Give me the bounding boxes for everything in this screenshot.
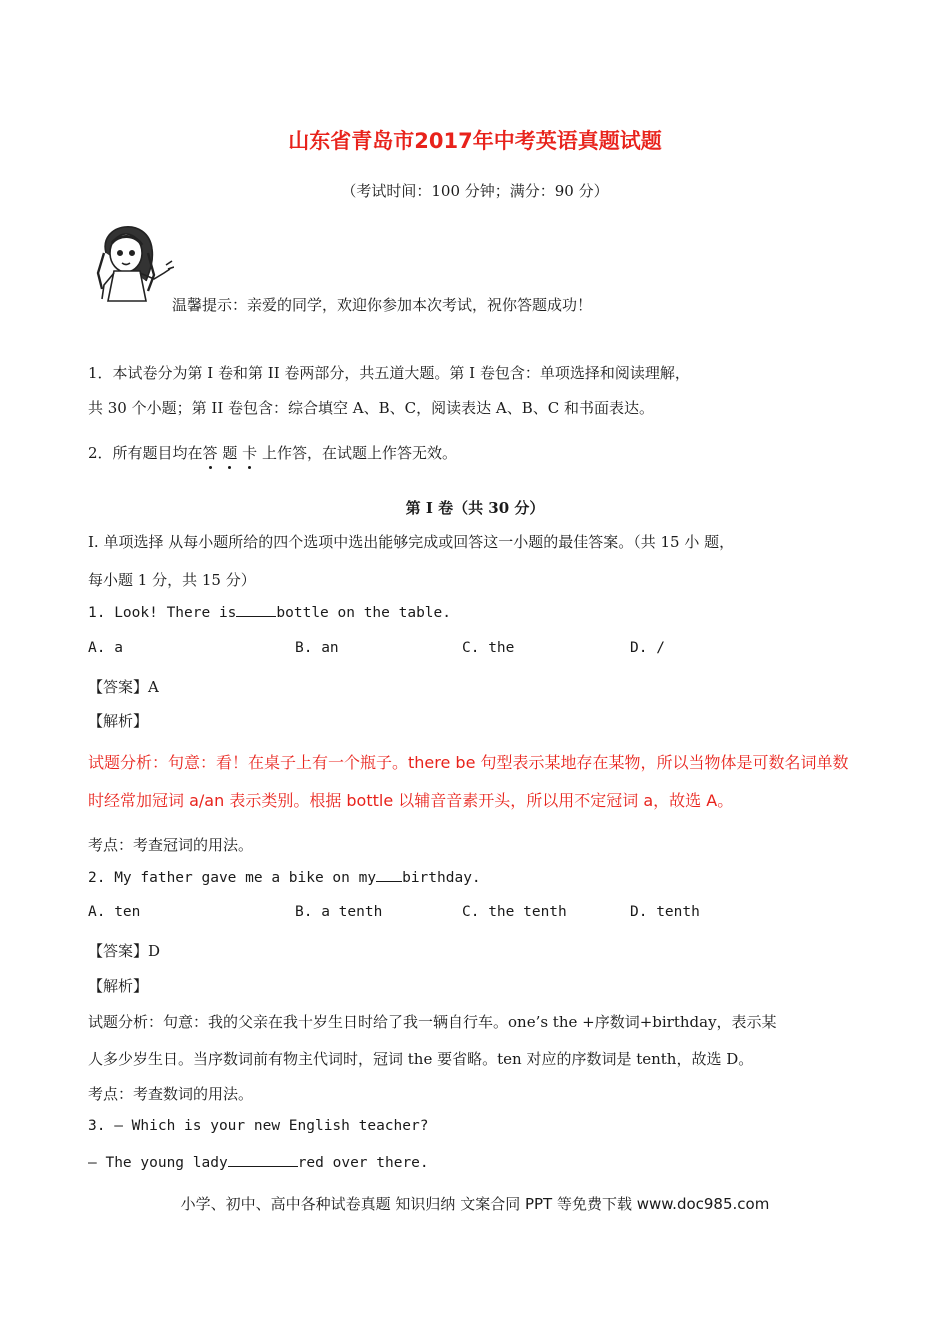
q2-option-b: B. a tenth xyxy=(295,904,383,920)
stem-pre: 2. My father gave me a bike on my xyxy=(88,870,377,886)
answer-blank xyxy=(376,869,402,882)
q2-answer: 【答案】D xyxy=(88,942,161,960)
q1-analysis-line-2: 时经常加冠词 a/an 表示类别。根据 bottle 以辅音音素开头，所以用不定冠词 a，故选 A。 xyxy=(88,791,734,810)
answer-blank xyxy=(236,604,276,617)
instructions-line-1: I. 单项选择 从每小题所给的四个选项中选出能够完成或回答这一小题的最佳答案。（共 15 小 题， xyxy=(88,533,735,551)
q2-option-a: A. ten xyxy=(88,904,141,920)
question-1-stem xyxy=(88,604,451,621)
q2-option-c: C. the tenth xyxy=(462,904,567,920)
q2-analysis-line-1: 试题分析：句意：我的父亲在我十岁生日时给了我一辆自行车。one’s the +序数词+birthday，表示某 xyxy=(88,1013,777,1031)
tip-text: 温馨提示：亲爱的同学，欢迎你参加本次考试，祝你答题成功！ xyxy=(172,296,593,314)
emphasis-char: 答 xyxy=(202,444,218,462)
section-title: 第 I 卷（共 30 分） xyxy=(405,499,545,517)
stem-post: birthday. xyxy=(402,870,481,886)
q1-analysis-label: 【解析】 xyxy=(88,712,149,730)
note-line-1: 1．本试卷分为第 I 卷和第 II 卷两部分，共五道大题。第 I 卷包含：单项选择和阅读理解， xyxy=(88,364,690,382)
answer-blank xyxy=(228,1154,298,1167)
note3-post: 上作答，在试题上作答无效。 xyxy=(261,444,457,462)
question-2-stem xyxy=(88,869,481,886)
exam-info: （考试时间：100 分钟；满分：90 分） xyxy=(341,182,609,200)
q1-point: 考点：考查冠词的用法。 xyxy=(88,836,254,854)
stem-pre: 1. Look! There is xyxy=(88,605,237,621)
q2-analysis-label: 【解析】 xyxy=(88,977,149,995)
q1-analysis-line-1: 试题分析：句意：看！在桌子上有一个瓶子。there be 句型表示某地存在某物，所以当物体是可数名词单数 xyxy=(88,753,849,772)
stem-post: red over there. xyxy=(297,1155,429,1171)
note-line-3 xyxy=(88,442,457,463)
q2-point: 考点：考查数词的用法。 xyxy=(88,1085,254,1103)
cartoon-girl-illustration xyxy=(88,213,174,305)
page-footer: 小学、初中、高中各种试卷真题 知识归纳 文案合同 PPT 等免费下载 www.doc985.com xyxy=(180,1195,770,1213)
emphasis-char: 题 xyxy=(222,444,238,462)
stem-pre: — The young lady xyxy=(88,1155,228,1171)
note3-pre: 2．所有题目均在 xyxy=(88,444,203,462)
q1-answer: 【答案】A xyxy=(88,678,159,696)
q1-option-b: B. an xyxy=(295,640,339,656)
note-line-2: 共 30 个小题；第 II 卷包含：综合填空 A、B、C，阅读表达 A、B、C 和书面表达。 xyxy=(88,399,654,417)
q2-analysis-line-2: 人多少岁生日。当序数词前有物主代词时，冠词 the 要省略。ten 对应的序数词是 tenth，故选 D。 xyxy=(88,1050,754,1068)
stem-post: bottle on the table. xyxy=(276,605,452,621)
page-title: 山东省青岛市2017年中考英语真题试题 xyxy=(288,129,662,153)
emphasis-char: 卡 xyxy=(242,444,258,462)
q1-option-a: A. a xyxy=(88,640,123,656)
question-3-line-1: 3. — Which is your new English teacher? xyxy=(88,1118,429,1134)
question-3-line-2 xyxy=(88,1154,429,1171)
instructions-line-2: 每小题 1 分，共 15 分） xyxy=(88,571,256,589)
q1-option-d: D. / xyxy=(630,640,665,656)
q1-option-c: C. the xyxy=(462,640,515,656)
q2-option-d: D. tenth xyxy=(630,904,700,920)
